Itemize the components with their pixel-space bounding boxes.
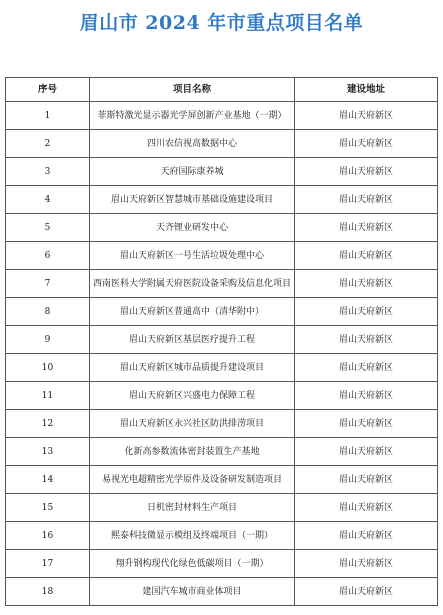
row-project-name <box>90 522 295 550</box>
project-name-text: 眉山天府新区基层医疗提升工程 <box>128 334 255 345</box>
row-index: 2 <box>6 130 90 158</box>
row-index: 13 <box>6 438 90 466</box>
page-title: 眉山市 2024 年市重点项目名单 <box>79 12 364 34</box>
row-location: 眉山天府新区 <box>295 270 438 298</box>
row-location: 眉山天府新区 <box>295 130 438 158</box>
project-name-text: 熙泰科技微显示模组及终端项目（一期） <box>110 530 273 541</box>
project-name-text: 易视光电超精密光学原件及设备研发制造项目 <box>101 474 282 485</box>
row-project-name <box>90 354 295 382</box>
row-project-name <box>90 186 295 214</box>
row-location: 眉山天府新区 <box>295 158 438 186</box>
project-name-text: 天府国际康养城 <box>160 166 224 177</box>
row-index: 11 <box>6 382 90 410</box>
row-location: 眉山天府新区 <box>295 522 438 550</box>
row-index: 17 <box>6 550 90 578</box>
row-index: 16 <box>6 522 90 550</box>
row-location: 眉山天府新区 <box>295 494 438 522</box>
header-index: 序号 <box>6 78 90 102</box>
row-index: 1 <box>6 102 90 130</box>
table-row <box>6 102 438 130</box>
row-project-name <box>90 550 295 578</box>
table-row <box>6 466 438 494</box>
row-index: 15 <box>6 494 90 522</box>
row-project-name <box>90 214 295 242</box>
table-row <box>6 298 438 326</box>
row-index: 12 <box>6 410 90 438</box>
table-body <box>6 102 438 606</box>
row-location: 眉山天府新区 <box>295 550 438 578</box>
table-row <box>6 130 438 158</box>
row-project-name <box>90 382 295 410</box>
row-location: 眉山天府新区 <box>295 578 438 606</box>
table-row <box>6 550 438 578</box>
project-name-text: 眉山天府新区兴盛电力保障工程 <box>128 390 255 401</box>
row-project-name <box>90 578 295 606</box>
project-name-text: 西南医科大学附属天府医院设备采购及信息化项目 <box>93 278 292 289</box>
row-index: 6 <box>6 242 90 270</box>
header-location: 建设地址 <box>295 78 438 102</box>
table-row <box>6 438 438 466</box>
row-index: 10 <box>6 354 90 382</box>
row-project-name <box>90 466 295 494</box>
project-name-text: 眉山天府新区普通高中（清华附中） <box>119 306 264 317</box>
table-row <box>6 186 438 214</box>
project-name-text: 翔升钢构现代化绿色低碳项目（一期） <box>115 558 269 569</box>
table-row <box>6 382 438 410</box>
table-row <box>6 214 438 242</box>
row-index: 18 <box>6 578 90 606</box>
row-location: 眉山天府新区 <box>295 186 438 214</box>
row-project-name <box>90 298 295 326</box>
row-location: 眉山天府新区 <box>295 382 438 410</box>
project-name-text: 四川农信视高数据中心 <box>146 138 237 149</box>
row-index: 9 <box>6 326 90 354</box>
row-index: 14 <box>6 466 90 494</box>
row-location: 眉山天府新区 <box>295 354 438 382</box>
table-row <box>6 242 438 270</box>
row-project-name <box>90 158 295 186</box>
project-name-text: 眉山天府新区永兴社区防洪排涝项目 <box>119 418 264 429</box>
table-row <box>6 494 438 522</box>
row-project-name <box>90 410 295 438</box>
row-index: 5 <box>6 214 90 242</box>
project-name-text: 建国汽车城市商业体项目 <box>142 586 242 597</box>
project-name-text: 眉山天府新区城市品质提升建设项目 <box>119 362 264 373</box>
row-project-name <box>90 438 295 466</box>
row-location: 眉山天府新区 <box>295 102 438 130</box>
row-location: 眉山天府新区 <box>295 438 438 466</box>
table-row <box>6 158 438 186</box>
project-name-text: 化新高参数流体密封装置生产基地 <box>124 446 260 457</box>
project-name-text: 菲斯特激光显示器光学屏创新产业基地（一期） <box>97 110 287 121</box>
row-index: 8 <box>6 298 90 326</box>
project-name-text: 天齐锂业研发中心 <box>155 222 228 233</box>
project-name-text: 眉山天府新区智慧城市基础设施建设项目 <box>110 194 273 205</box>
row-index: 4 <box>6 186 90 214</box>
project-table <box>5 77 438 606</box>
row-location: 眉山天府新区 <box>295 242 438 270</box>
table-row <box>6 270 438 298</box>
table-row <box>6 410 438 438</box>
row-location: 眉山天府新区 <box>295 214 438 242</box>
row-project-name <box>90 326 295 354</box>
row-project-name <box>90 270 295 298</box>
row-location: 眉山天府新区 <box>295 298 438 326</box>
row-project-name <box>90 494 295 522</box>
table-row <box>6 578 438 606</box>
project-name-text: 日机密封材料生产项目 <box>146 502 237 513</box>
header-project-name: 项目名称 <box>90 78 295 102</box>
row-index: 3 <box>6 158 90 186</box>
table-row <box>6 522 438 550</box>
row-index: 7 <box>6 270 90 298</box>
table-row <box>6 326 438 354</box>
table-row <box>6 354 438 382</box>
row-location: 眉山天府新区 <box>295 326 438 354</box>
project-name-text: 眉山天府新区一号生活垃圾处理中心 <box>119 250 264 261</box>
row-project-name <box>90 242 295 270</box>
row-project-name <box>90 102 295 130</box>
table-header-row <box>6 78 438 102</box>
row-location: 眉山天府新区 <box>295 410 438 438</box>
row-project-name <box>90 130 295 158</box>
row-location: 眉山天府新区 <box>295 466 438 494</box>
